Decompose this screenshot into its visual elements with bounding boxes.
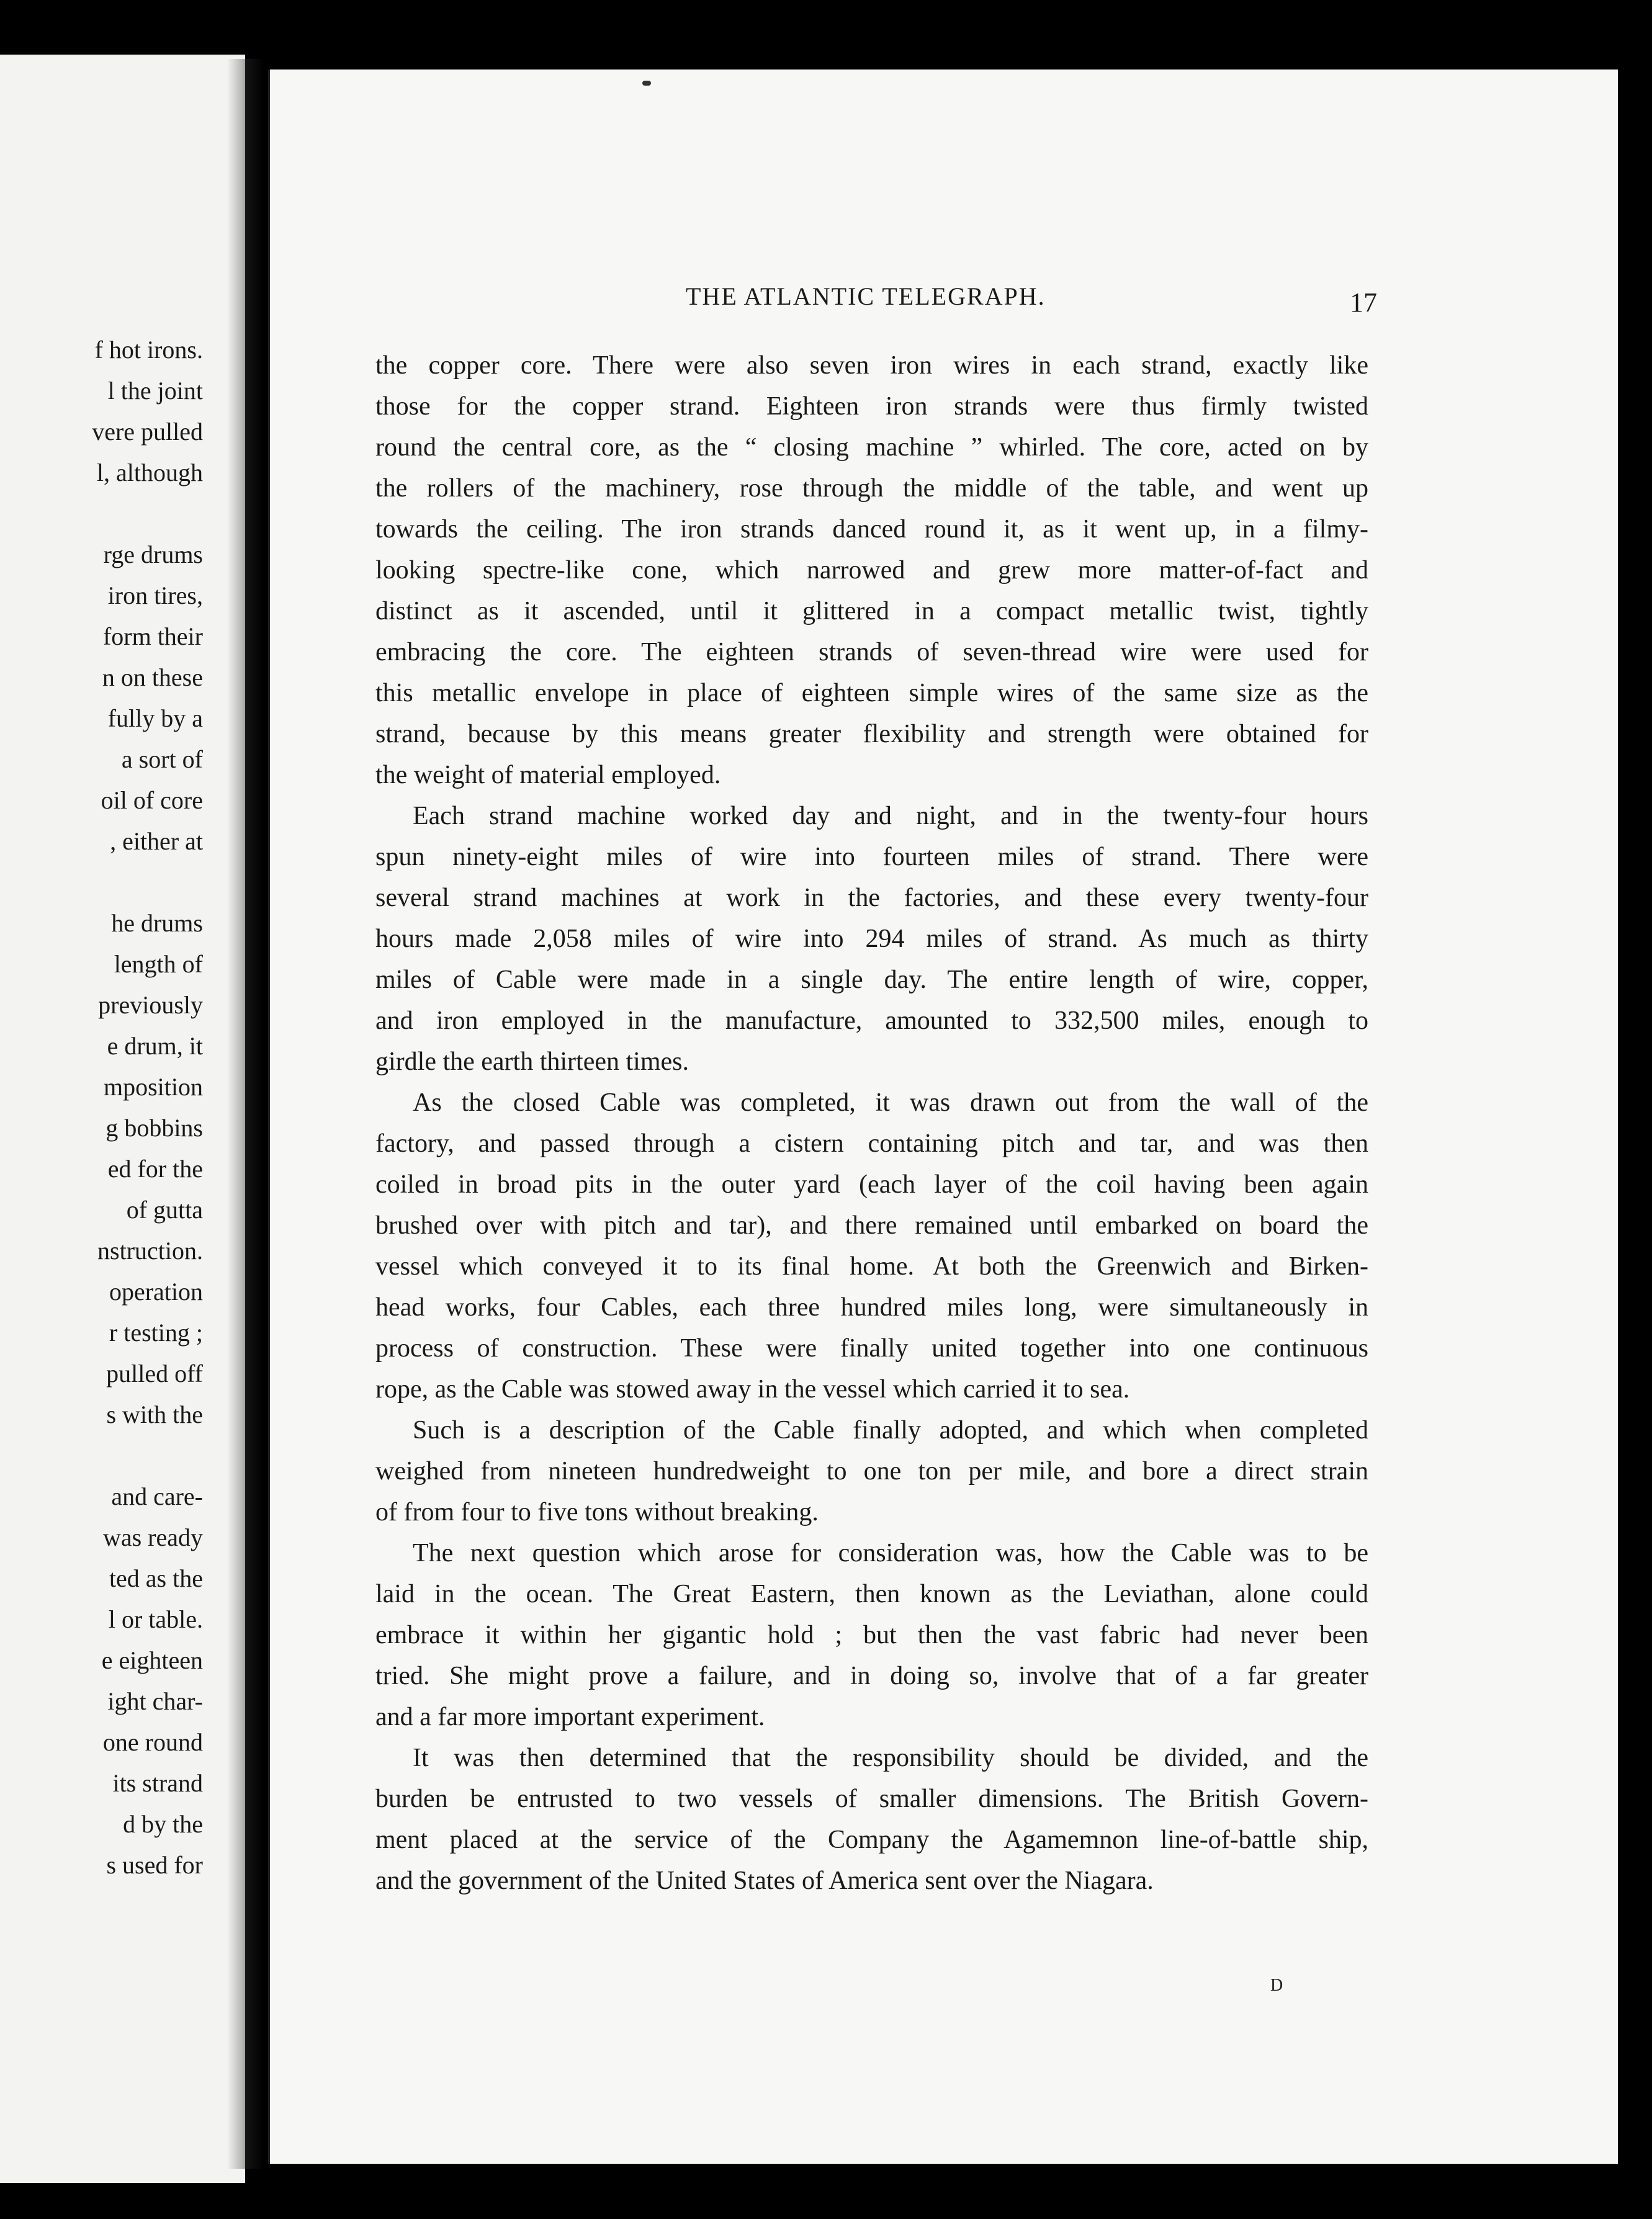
left-line: fully by a xyxy=(107,704,203,732)
body-line: hours made 2,058 miles of wire into 294 miles of strand. As much as thirty xyxy=(375,925,1368,953)
body-line: those for the copper strand. Eighteen iron strands were thus firmly twisted xyxy=(375,392,1368,421)
left-line: and care- xyxy=(111,1482,203,1510)
body-line: distinct as it ascended, until it glittered in a compact metallic twist, tightly xyxy=(375,597,1368,625)
body-line: The next question which arose for consideration was, how the Cable was to be xyxy=(413,1539,1368,1567)
running-head: THE ATLANTIC TELEGRAPH. xyxy=(686,282,1046,310)
left-line: pulled off xyxy=(106,1360,203,1387)
left-line: was ready xyxy=(102,1523,203,1551)
left-line: he drums xyxy=(111,909,203,937)
body-line: several strand machines at work in the factories, and these every twenty-four xyxy=(375,884,1368,912)
body-line: factory, and passed through a cistern containing pitch and tar, and was then xyxy=(375,1129,1368,1158)
body-line: looking spectre-like cone, which narrowed and grew more matter-of-fact and xyxy=(375,556,1368,585)
left-line: s used for xyxy=(106,1851,203,1879)
left-line: s with the xyxy=(106,1401,203,1428)
left-line: e eighteen xyxy=(101,1646,203,1674)
left-line: l, although xyxy=(96,459,203,486)
body-line: brushed over with pitch and tar), and there remained until embarked on board the xyxy=(375,1211,1368,1240)
left-line: operation xyxy=(109,1278,203,1306)
book-spine-shadow xyxy=(227,59,264,2169)
left-line: previously xyxy=(98,991,203,1019)
left-line: e drum, it xyxy=(107,1032,203,1060)
body-line: Such is a description of the Cable finally adopted, and which when completed xyxy=(413,1416,1368,1445)
body-line: of from four to five tons without breaking. xyxy=(375,1498,819,1526)
body-line: strand, because by this means greater flexibility and strength were obtained for xyxy=(375,720,1368,748)
body-line: round the central core, as the “ closing machine ” whirled. The core, acted on by xyxy=(375,433,1368,462)
left-line: nstruction. xyxy=(97,1237,203,1265)
left-line: l or table. xyxy=(108,1605,203,1633)
body-line: the copper core. There were also seven iron wires in each strand, exactly like xyxy=(375,351,1368,380)
body-line: miles of Cable were made in a single day. The entire length of wire, copper, xyxy=(375,966,1368,994)
body-line: embracing the core. The eighteen strands of seven-thread wire were used for xyxy=(375,638,1368,666)
right-page xyxy=(268,69,1618,2164)
body-line: Each strand machine worked day and night, and in the twenty-four hours xyxy=(413,802,1368,830)
body-line: and the government of the United States of America sent over the Niagara. xyxy=(375,1867,1154,1895)
body-line: the weight of material employed. xyxy=(375,761,721,789)
left-line: ight char- xyxy=(107,1687,203,1715)
left-line: g bobbins xyxy=(105,1114,203,1142)
body-line: embrace it within her gigantic hold ; but then the vast fabric had never been xyxy=(375,1621,1368,1649)
body-line: vessel which conveyed it to its final home. At both the Greenwich and Birken- xyxy=(375,1252,1368,1281)
ink-mark xyxy=(642,81,651,86)
body-line: tried. She might prove a failure, and in doing so, involve that of a far greater xyxy=(375,1662,1368,1690)
left-line: ted as the xyxy=(109,1564,203,1592)
body-line: process of construction. These were finally united together into one continuous xyxy=(375,1334,1368,1363)
left-line: l the joint xyxy=(107,377,203,405)
body-line: and iron employed in the manufacture, amounted to 332,500 miles, enough to xyxy=(375,1006,1368,1035)
body-line: ment placed at the service of the Company the Agamemnon line-of-battle ship, xyxy=(375,1826,1368,1854)
left-line: oil of core xyxy=(101,786,203,814)
body-line: As the closed Cable was completed, it was drawn out from the wall of the xyxy=(413,1088,1368,1117)
body-line: burden be entrusted to two vessels of smaller dimensions. The British Govern- xyxy=(375,1785,1368,1813)
body-line: the rollers of the machinery, rose through the middle of the table, and went up xyxy=(375,474,1368,503)
signature-mark: D xyxy=(1270,1976,1283,1995)
body-line: laid in the ocean. The Great Eastern, then known as the Leviathan, alone could xyxy=(375,1580,1368,1608)
left-line: mposition xyxy=(103,1073,203,1101)
left-line: r testing ; xyxy=(109,1319,203,1347)
left-line: of gutta xyxy=(126,1196,203,1224)
body-line: towards the ceiling. The iron strands danced round it, as it went up, in a filmy- xyxy=(375,515,1368,544)
left-line: form their xyxy=(102,622,203,650)
body-line: this metallic envelope in place of eighteen simple wires of the same size as the xyxy=(375,679,1368,707)
body-line: It was then determined that the responsibility should be divided, and the xyxy=(413,1744,1368,1772)
left-line: one round xyxy=(102,1728,203,1756)
left-line: vere pulled xyxy=(92,418,203,446)
page-number: 17 xyxy=(1350,287,1377,318)
body-line: and a far more important experiment. xyxy=(375,1703,765,1731)
left-line: n on these xyxy=(102,663,203,691)
left-line: iron tires, xyxy=(107,581,203,609)
body-line: coiled in broad pits in the outer yard (each layer of the coil having been again xyxy=(375,1170,1368,1199)
left-line: f hot irons. xyxy=(94,336,203,364)
body-line: spun ninety-eight miles of wire into fourteen miles of strand. There were xyxy=(375,843,1368,871)
left-line: , either at xyxy=(110,827,203,855)
left-page xyxy=(0,55,245,2183)
left-line: a sort of xyxy=(121,745,203,773)
body-line: weighed from nineteen hundredweight to one ton per mile, and bore a direct strain xyxy=(375,1457,1368,1486)
left-line: its strand xyxy=(112,1769,203,1797)
left-line: ed for the xyxy=(107,1155,203,1183)
left-line: d by the xyxy=(123,1810,203,1838)
left-line: length of xyxy=(114,950,203,978)
body-line: head works, four Cables, each three hundred miles long, were simultaneously in xyxy=(375,1293,1368,1322)
left-line: rge drums xyxy=(103,540,203,568)
body-line: rope, as the Cable was stowed away in the vessel which carried it to sea. xyxy=(375,1375,1130,1404)
body-line: girdle the earth thirteen times. xyxy=(375,1047,689,1076)
